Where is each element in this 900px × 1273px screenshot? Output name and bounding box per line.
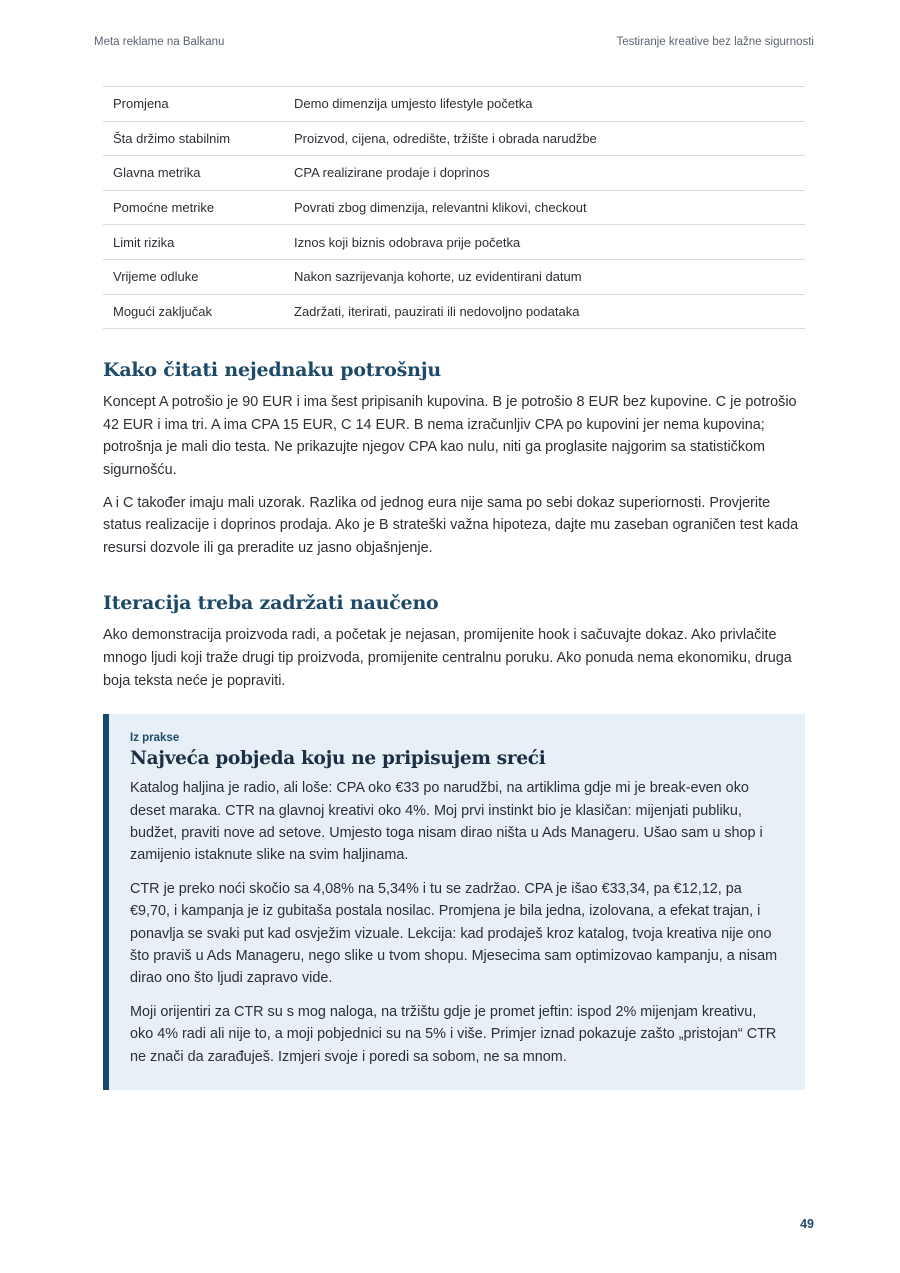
running-header-book-title: Meta reklame na Balkanu (94, 36, 225, 48)
callout-title: Najveća pobjeda koju ne pripisujem sreći (130, 748, 546, 770)
table-row (103, 190, 805, 225)
paragraph-uneven-spend-1: Koncept A potrošio je 90 EUR i ima šest pripisanih kupovina. B je potrošio 8 EUR bez kupovine. C je potrošio 42 EUR i ima tri. A ima CPA 15 EUR, C 14 EUR. B nema izračunljiv CPA po kupovini jer nema kupovina; potrošnja je mali dio testa. Ne prikazujte njegov CPA kao nulu, niti ga proglasite najgorim sa statističkom sigurnošću. (103, 394, 797, 478)
table-row-label: Glavna metrika (113, 165, 201, 181)
callout-paragraph-1: Katalog haljina je radio, ali loše: CPA oko €33 po narudžbi, na artiklima gdje mi je break-even oko deset maraka. CTR na glavnoj kreativi oko 4%. Moj prvi instinkt bio je klasičan: mijenjati publiku, budžet, praviti nove ad setove. Umjesto toga nisam dirao ništa u Ads Manageru. Ušao sam u shop i zamijenio istaknute slike na svim haljinama. (130, 780, 763, 864)
table-row-value: CPA realizirane prodaje i doprinos (294, 165, 490, 181)
test-summary-table-body (103, 87, 805, 329)
table-row-value: Proizvod, cijena, odredište, tržište i obrada narudžbe (294, 130, 597, 146)
callout-eyebrow: Iz prakse (130, 732, 180, 745)
practice-callout-box (103, 714, 805, 1090)
table-row-label: Limit rizika (113, 234, 175, 250)
section-heading-uneven-spend: Kako čitati nejednaku potrošnju (103, 359, 442, 382)
page-content (103, 86, 805, 1090)
page-number: 49 (800, 1217, 814, 1231)
table-row (103, 121, 805, 156)
table-row (103, 259, 805, 294)
table-row-label: Šta držimo stabilnim (113, 130, 231, 146)
table-row-value: Nakon sazrijevanja kohorte, uz evidentirani datum (294, 269, 582, 285)
test-summary-table (103, 86, 805, 329)
table-row-value: Povrati zbog dimenzija, relevantni klikovi, checkout (294, 200, 587, 216)
table-row-label: Pomoćne metrike (113, 200, 215, 216)
table-row-label: Promjena (113, 96, 169, 112)
paragraph-uneven-spend-2: A i C također imaju mali uzorak. Razlika od jednog eura nije sama po sebi dokaz superiornosti. Provjerite status realizacije i doprinos prodaja. Ako je B strateški važna hipoteza, dajte mu zaseban ograničen test kada resursi dozvole ili ga preradite uz jasno objašnjenje. (103, 494, 799, 556)
table-row-label: Mogući zaključak (113, 303, 212, 319)
table-row (103, 156, 805, 191)
table-row (103, 294, 805, 329)
paragraph-iteration: Ako demonstracija proizvoda radi, a početak je nejasan, promijenite hook i sačuvajte dokaz. Ako privlačite mnogo ljudi koji traže drugi tip proizvoda, promijenite centralnu poruku. Ako ponuda nema ekonomiku, druga boja teksta neće je popraviti. (103, 627, 792, 689)
section-heading-iteration: Iteracija treba zadržati naučeno (103, 592, 439, 615)
table-row (103, 87, 805, 122)
table-row-value: Iznos koji biznis odobrava prije početka (294, 234, 521, 250)
table-row-value: Zadržati, iterirati, pauzirati ili nedovoljno podataka (294, 303, 580, 319)
callout-paragraph-2: CTR je preko noći skočio sa 4,08% na 5,34% i tu se zadržao. CPA je išao €33,34, pa €12,12, pa €9,70, i kampanja je iz gubitaša postala nosilac. Promjena je bila jedna, izolovana, a efekat trajan, i ponavlja se svaki put kad osvježim vizuale. Lekcija: kad prodaješ kroz katalog, tvoja kreativa nije ono što praviš u Ads Manageru, nego slike u tvom shopu. Mjesecima sam optimizovao kampanju, a nisam dirao ono što ljudi zapravo vide. (130, 880, 778, 987)
running-header (94, 36, 814, 48)
running-header-chapter-title: Testiranje kreative bez lažne sigurnosti (616, 36, 814, 48)
table-row (103, 225, 805, 260)
table-row-value: Demo dimenzija umjesto lifestyle početka (294, 96, 533, 112)
callout-paragraph-3: Moji orijentiri za CTR su s mog naloga, na tržištu gdje je promet jeftin: ispod 2% mijenjam kreativu, oko 4% radi ali nije to, a moji pobjednici su na 5% i više. Primjer iznad pokazuje zašto „pristojan“ CTR ne znači da zarađuješ. Izmjeri svoje i poredi sa sobom, ne sa mnom. (130, 1003, 777, 1065)
table-row-label: Vrijeme odluke (113, 269, 199, 285)
